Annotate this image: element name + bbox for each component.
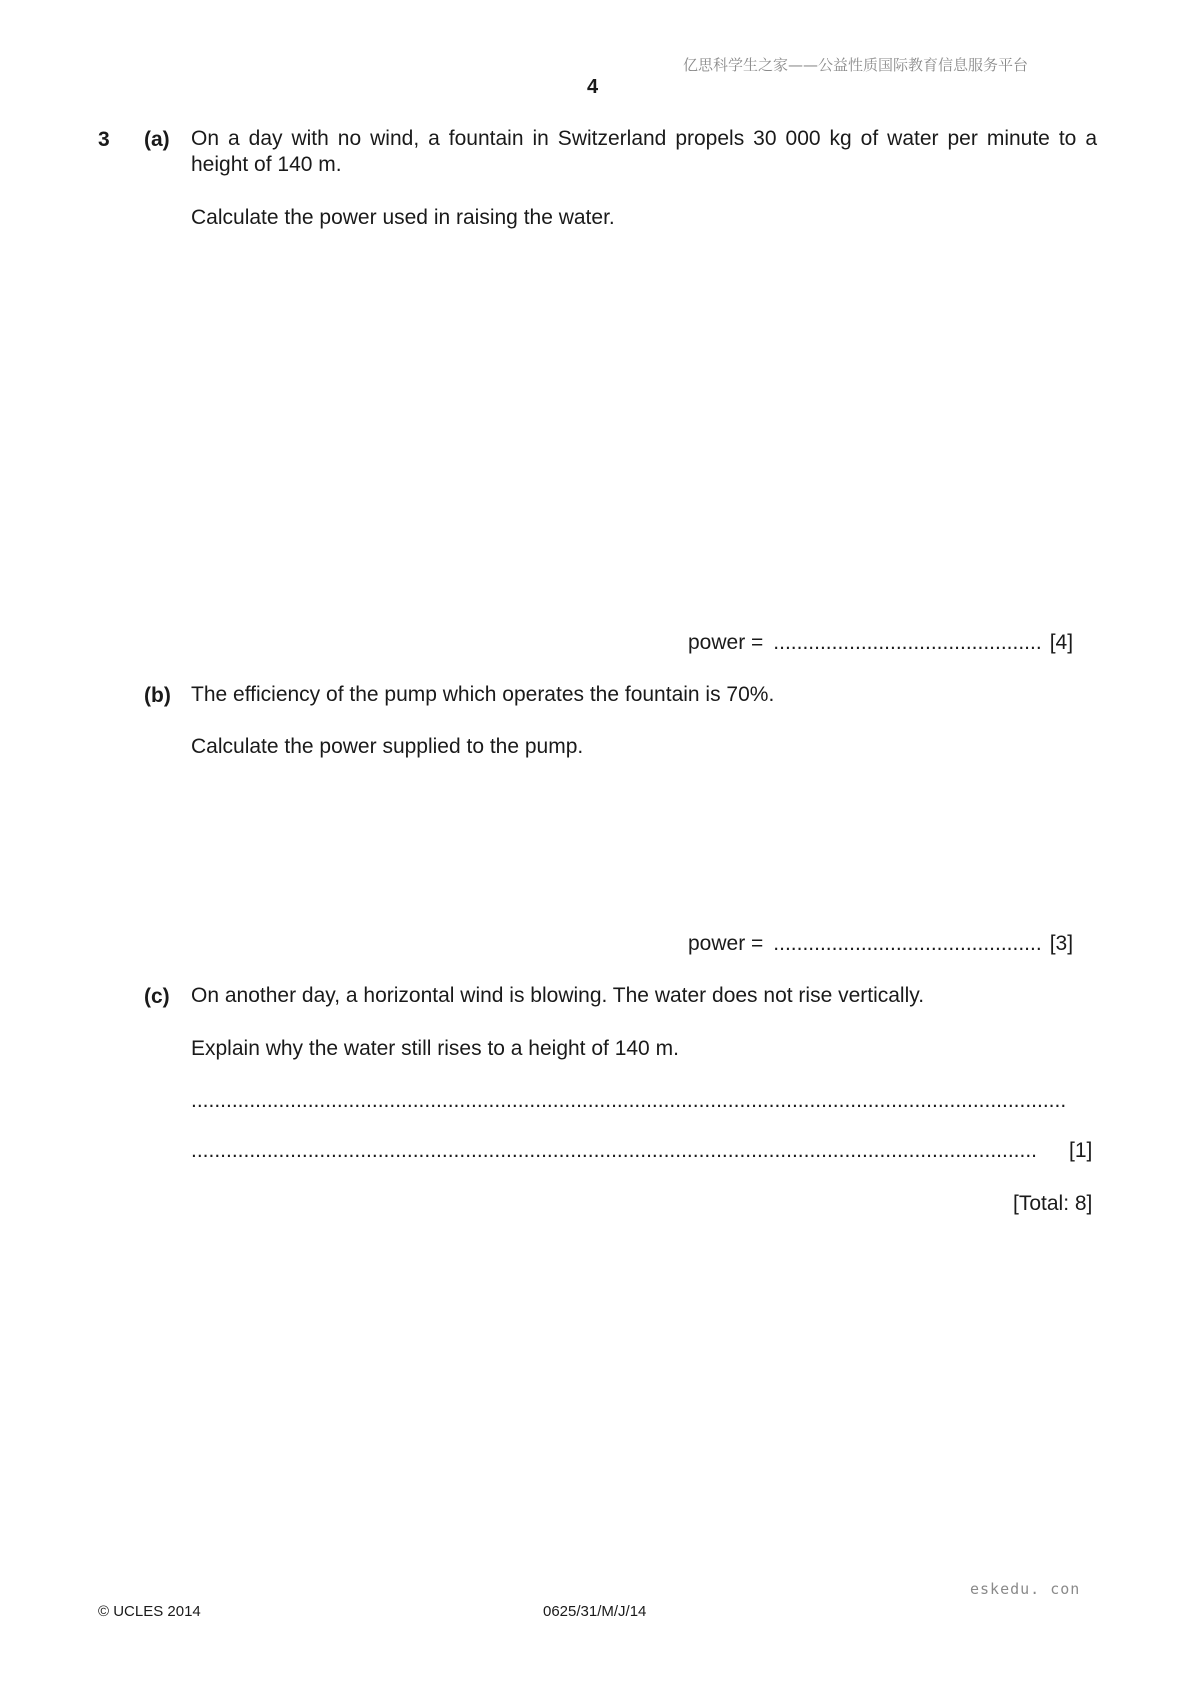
part-c-instruction: Explain why the water still rises to a height of 140 m. [191, 1037, 679, 1060]
part-b-answer-prefix: power = [688, 932, 764, 955]
footer-paper-code: 0625/31/M/J/14 [543, 1603, 647, 1620]
part-a-instruction: Calculate the power used in raising the water. [191, 206, 615, 229]
part-c-answer-field-1[interactable]: ...................................................................................................................................................... [191, 1089, 1067, 1112]
part-c-label: (c) [144, 985, 170, 1008]
header-watermark: 亿思科学生之家——公益性质国际教育信息服务平台 [683, 56, 1029, 74]
part-c-marks: [1] [1069, 1139, 1093, 1162]
part-c-answer-line-2 [191, 1139, 1092, 1163]
part-a-marks: [4] [1049, 631, 1074, 654]
part-b-label: (b) [144, 684, 171, 707]
part-b-text: The efficiency of the pump which operates the fountain is 70%. [191, 683, 775, 706]
part-a-answer-field[interactable]: .............................................. [773, 631, 1042, 654]
part-a-label: (a) [144, 128, 170, 151]
part-a-answer-line [688, 631, 1073, 655]
part-c-text: On another day, a horizontal wind is blowing. The water does not rise vertically. [191, 984, 925, 1007]
part-a-answer-prefix: power = [688, 631, 764, 654]
part-b-marks: [3] [1049, 932, 1074, 955]
part-b-answer-field[interactable]: .............................................. [773, 932, 1042, 955]
part-b-answer-line [688, 932, 1073, 956]
footer-copyright: © UCLES 2014 [98, 1603, 201, 1620]
part-c-answer-line-1 [191, 1089, 1097, 1113]
part-b-instruction: Calculate the power supplied to the pump. [191, 735, 584, 758]
question-number: 3 [98, 128, 110, 151]
total-marks: [Total: 8] [1013, 1192, 1093, 1215]
part-a-text: On a day with no wind, a fountain in Switzerland propels 30 000 kg of water per minute to a height of 140 m. [191, 127, 1097, 176]
footer-watermark: eskedu. con [970, 1580, 1081, 1598]
page-number: 4 [587, 76, 599, 98]
part-c-answer-field-2[interactable]: ................................................................................................................................................. [191, 1139, 1037, 1162]
